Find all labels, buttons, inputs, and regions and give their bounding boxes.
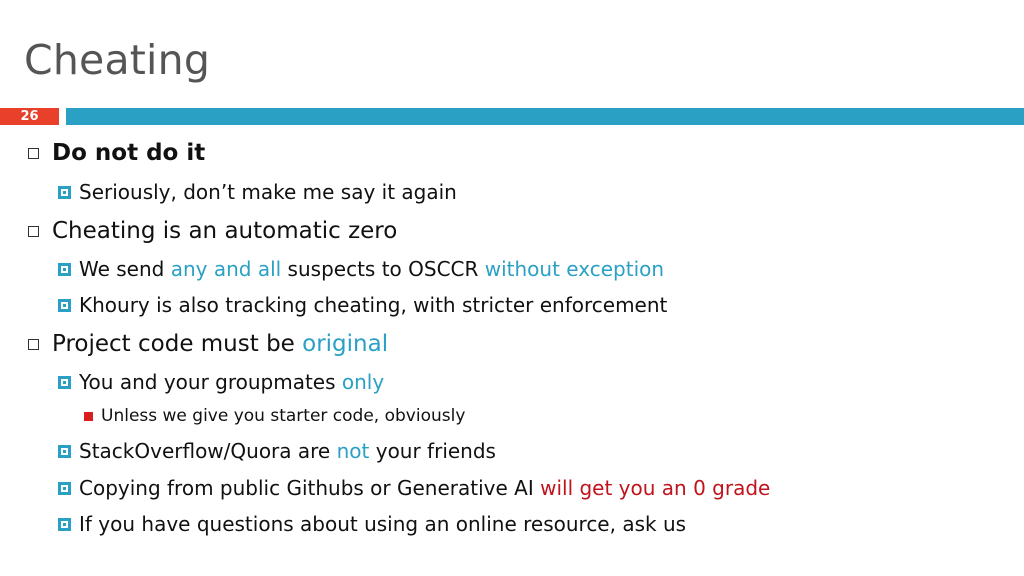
- highlight-text: any and all: [170, 257, 282, 281]
- hollow-square-bullet-icon: [28, 339, 39, 350]
- text-run: your friends: [369, 439, 496, 463]
- highlight-text: only: [341, 370, 385, 394]
- bullet-text: [52, 331, 388, 357]
- framed-square-bullet-icon: [58, 482, 71, 495]
- bullet-text: [79, 439, 496, 463]
- bullet-text: Unless we give you starter code, obviously: [101, 406, 466, 426]
- text-run: Copying from public Githubs or Generative AI: [79, 476, 541, 500]
- framed-square-bullet-icon: [58, 299, 71, 312]
- text-run: We send: [79, 257, 171, 281]
- text-run: You and your groupmates: [79, 370, 342, 394]
- text-run: StackOverflow/Quora are: [79, 439, 337, 463]
- bullet-text: If you have questions about using an online resource, ask us: [79, 512, 687, 536]
- bullet-project-code: [28, 331, 388, 357]
- highlight-text: not: [336, 439, 370, 463]
- sub-bullet-osccr: [58, 257, 664, 281]
- framed-square-bullet-icon: [58, 518, 71, 531]
- bullet-text: Khoury is also tracking cheating, with stricter enforcement: [79, 293, 668, 317]
- text-run: suspects to OSCCR: [281, 257, 485, 281]
- sub-bullet-copying: [58, 476, 770, 500]
- bullet-text: [79, 370, 384, 394]
- hollow-square-bullet-icon: [28, 148, 39, 159]
- sub-bullet-seriously: [58, 180, 457, 204]
- text-run: Project code must be: [52, 331, 303, 357]
- bullet-text: Seriously, don’t make me say it again: [79, 180, 457, 204]
- framed-square-bullet-icon: [58, 263, 71, 276]
- bullet-text: [79, 257, 664, 281]
- bullet-text: Do not do it: [52, 140, 206, 166]
- sub-bullet-stackoverflow: [58, 439, 496, 463]
- framed-square-bullet-icon: [58, 376, 71, 389]
- bullet-text: [79, 476, 770, 500]
- bullet-automatic-zero: [28, 218, 397, 244]
- highlight-text: original: [302, 331, 389, 357]
- slide-number: 26: [0, 108, 59, 125]
- filled-square-bullet-icon: [84, 412, 93, 421]
- slide-title: Cheating: [24, 36, 211, 84]
- warning-text: will get you an 0 grade: [540, 476, 771, 500]
- sub-bullet-questions: [58, 512, 686, 536]
- highlight-text: without exception: [484, 257, 665, 281]
- sub-bullet-groupmates: [58, 370, 384, 394]
- sub-sub-bullet-starter-code: [84, 406, 465, 426]
- sub-bullet-khoury: [58, 293, 667, 317]
- framed-square-bullet-icon: [58, 186, 71, 199]
- framed-square-bullet-icon: [58, 445, 71, 458]
- bullet-do-not-do-it: [28, 140, 205, 166]
- hollow-square-bullet-icon: [28, 226, 39, 237]
- bullet-text: Cheating is an automatic zero: [52, 218, 398, 244]
